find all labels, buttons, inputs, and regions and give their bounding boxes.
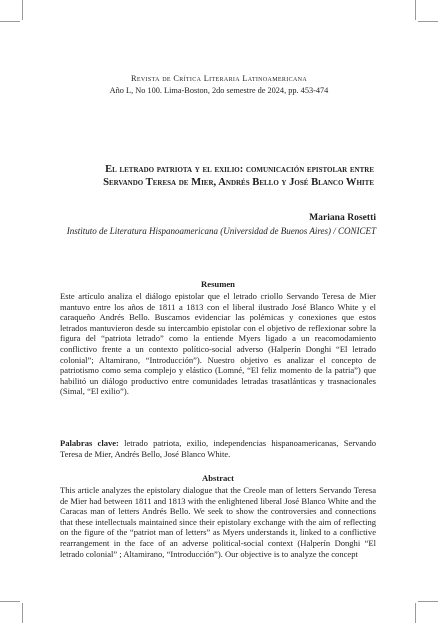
author-name: Mariana Rosetti — [309, 212, 376, 223]
resumen-heading: Resumen — [201, 279, 235, 289]
journal-header — [62, 73, 376, 96]
abstract-body: This article analyzes the epistolary dialogue that the Creole man of letters Servando Teresa de Mier had between 1811 and 1813 with the enlightened liberal José Blanco White and the Caracas man of letters Andrés Bello. We seek to show the controversies and connections that these intellectuals maintained since their epistolary exchange with the aim of reflecting on the figure of the “patriot man of letters” as Myers understands it, linked to a conflictive rearrangement in the face of an adverse political-social context (Halperín Donghi “El letrado colonial” ; Altamirano, “Introducción”). Our objective is to analyze the concept — [60, 485, 376, 559]
crop-mark — [0, 21, 20, 22]
crop-mark — [22, 603, 23, 623]
crop-mark — [415, 603, 416, 623]
article-title: El letrado patriota y el exilio: comunicación epistolar entre Servando Teresa de Mier, Andrés Bello y José Blanco White — [103, 164, 374, 189]
crop-mark — [415, 0, 416, 20]
crop-mark — [0, 601, 20, 602]
keywords-list: letrado patriota, exilio, independencias hispanoamericanas, Servando Teresa de Mier, Andrés Bello, José Blanco White. — [60, 438, 376, 459]
abstract-heading: Abstract — [202, 473, 234, 483]
crop-mark — [418, 21, 438, 22]
crop-mark — [22, 0, 23, 20]
journal-name: Revista de Crítica Literaria Latinoamericana — [130, 74, 308, 83]
author-affiliation: Instituto de Literatura Hispanoamericana (Universidad de Buenos Aires) / CONICET — [66, 226, 376, 236]
resumen-body: Este artículo analiza el diálogo epistolar que el letrado criollo Servando Teresa de Mier mantuvo entre los años de 1811 a 1813 con el liberal ilustrado José Blanco White y el caraqueño Andrés Bello. Buscamos evidenciar las polémicas y conexiones que estos letrados mantuvieron desde su intercambio epistolar con el objetivo de reflexionar sobre la figura del “patriota letrado” como la entiende Myers ligado a un reacomodamiento conflictivo frente a un contexto político-social adverso (Halperín Donghi “El letrado colonial”; Altamirano, “Introducción”). Nuestro objetivo es analizar el concepto de patriotismo como sema complejo y elástico (Lomné, “El feliz momento de la patria”) que habilitó un diálogo productivo entre comunidades letradas trasatlánticas y trasnacionales (Simal, “El exilio”). — [60, 291, 376, 397]
keywords-label: Palabras clave: — [60, 438, 119, 448]
issue-info: Año L, No 100. Lima-Boston, 2do semestre de 2024, pp. 453-474 — [109, 85, 329, 95]
crop-mark — [418, 601, 438, 602]
keywords — [60, 438, 376, 459]
